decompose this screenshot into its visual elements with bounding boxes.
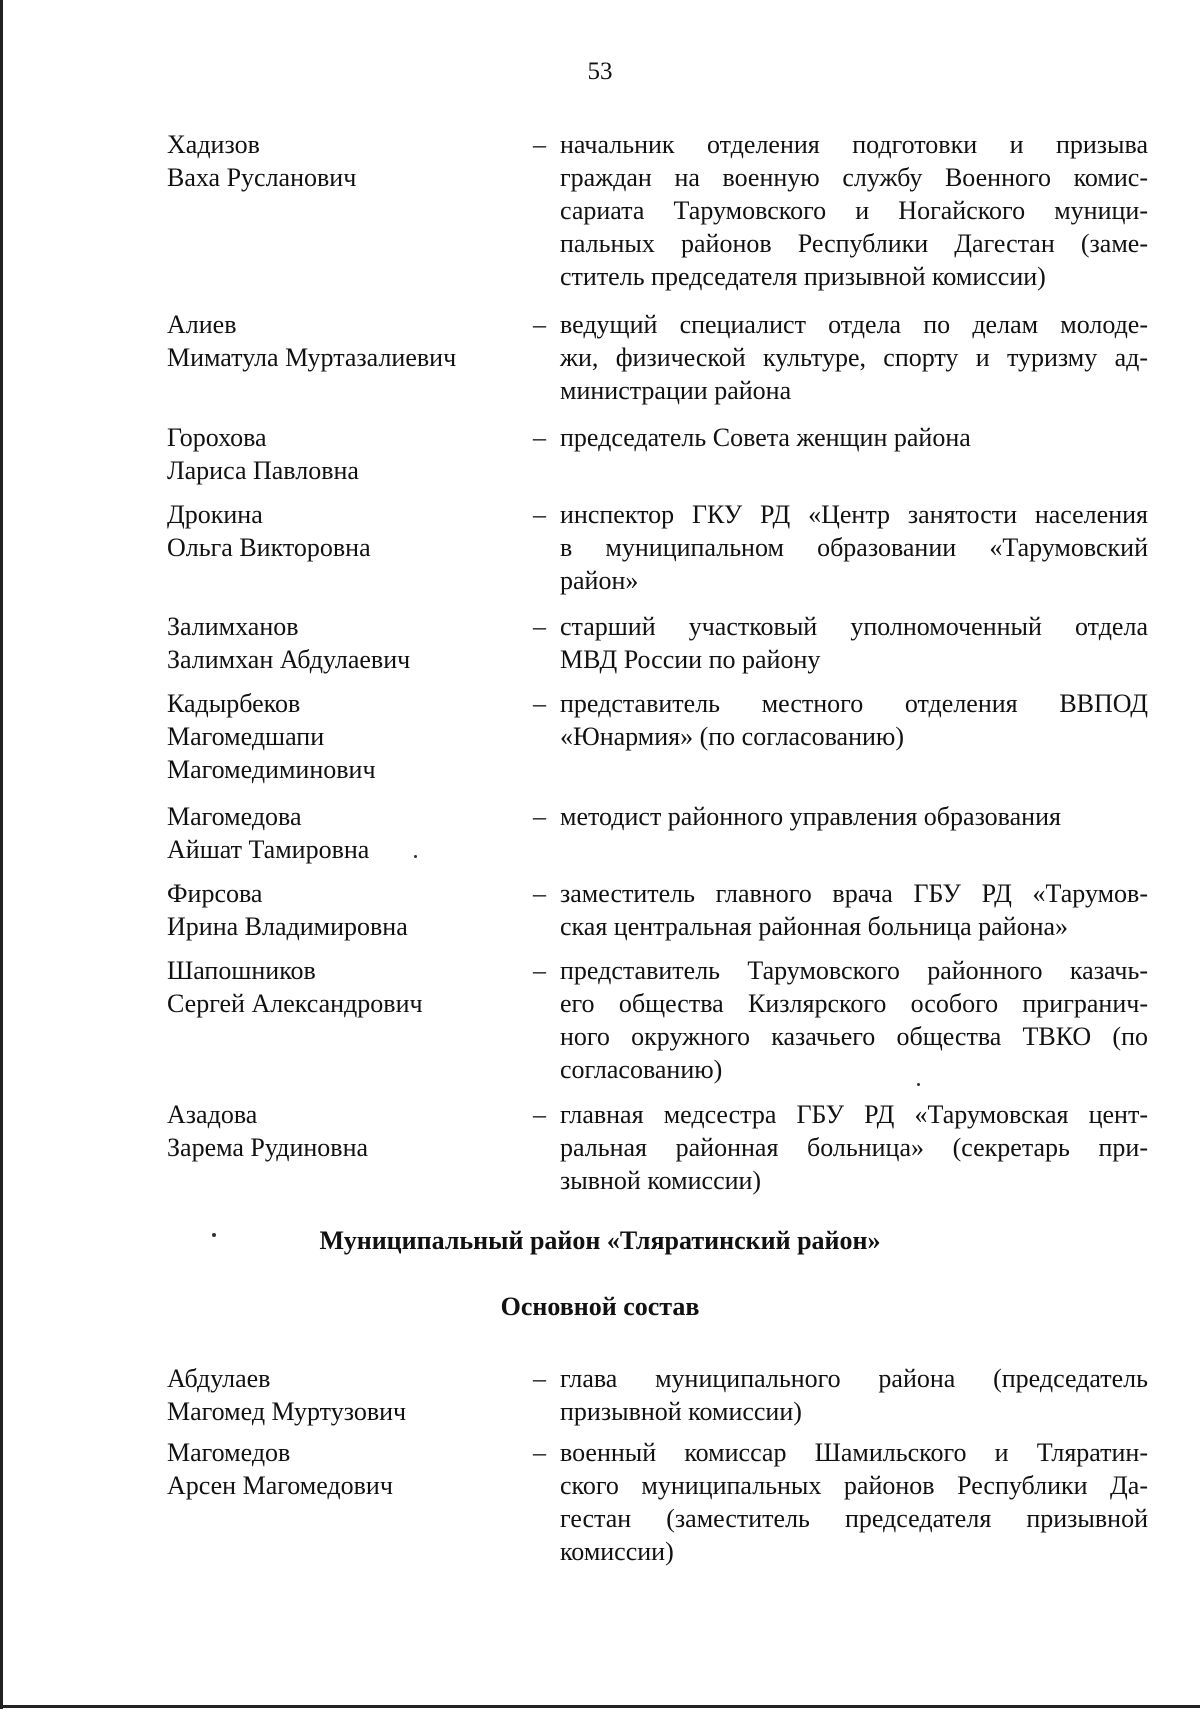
member-role-line: МВД России по району [560, 645, 821, 674]
member-role [560, 308, 1148, 407]
role-dash: – [533, 1100, 546, 1129]
member-name [167, 498, 527, 564]
member-name-line: Дрокина [167, 500, 263, 529]
member-name-line: Миматула Муртазалиевич [167, 343, 457, 372]
member-name [167, 610, 527, 676]
member-role [560, 800, 1148, 833]
member-name-line: Айшат Тамировна [167, 835, 370, 864]
scan-speck [917, 1083, 920, 1086]
scan-bottom-edge [0, 1705, 1200, 1708]
member-name [167, 421, 527, 487]
scan-speck [414, 855, 417, 858]
member-role-line: сариата Тарумовского и Ногайского муници- [560, 196, 1148, 225]
member-role-line: жи, физической культуре, спорту и туризму ад- [560, 343, 1148, 372]
role-dash: – [533, 1364, 546, 1393]
member-role-line: представитель местного отделения ВВПОД [560, 689, 1148, 718]
member-role-line: инспектор ГКУ РД «Центр занятости населения [560, 500, 1148, 529]
member-role [560, 1362, 1148, 1428]
member-role [560, 498, 1148, 597]
member-name [167, 954, 527, 1020]
member-name [167, 308, 527, 374]
member-name-line: Магомедиминович [167, 755, 376, 784]
role-dash: – [533, 802, 546, 831]
role-dash: – [533, 310, 546, 339]
member-name [167, 1098, 527, 1164]
member-role [560, 128, 1148, 293]
member-name [167, 1436, 527, 1502]
member-name-line: Шапошников [167, 956, 316, 985]
member-role [560, 687, 1148, 753]
member-name [167, 800, 527, 866]
member-role-line: ного окружного казачьего общества ТВКО (по [560, 1022, 1148, 1051]
member-name-line: Магомедов [167, 1438, 291, 1467]
member-role-line: военный комиссар Шамильского и Тляратин- [560, 1438, 1148, 1467]
member-name-line: Горохова [167, 423, 267, 452]
member-name-line: Залимханов [167, 612, 299, 641]
member-role-line: заместитель главного врача ГБУ РД «Тарумов- [560, 879, 1148, 908]
member-role-line: район» [560, 566, 639, 595]
member-role-line: глава муниципального района (председатель [560, 1364, 1148, 1393]
member-name-line: Магомед Муртузович [167, 1397, 407, 1426]
role-dash: – [533, 689, 546, 718]
member-role-line: гестан (заместитель председателя призывной [560, 1504, 1148, 1533]
member-role-line: ского муниципальных районов Республики Да- [560, 1471, 1148, 1500]
member-role-line: граждан на военную службу Военного комис- [560, 163, 1148, 192]
member-role-line: методист районного управления образования [560, 802, 1061, 831]
member-role-line: комиссии) [560, 1537, 674, 1566]
section-title: Муниципальный район «Тляратинский район» [319, 1226, 881, 1255]
member-name [167, 687, 527, 786]
role-dash: – [533, 423, 546, 452]
role-dash: – [533, 130, 546, 159]
member-name-line: Залимхан Абдулаевич [167, 645, 411, 674]
member-name-line: Ирина Владимировна [167, 912, 408, 941]
member-name-line: Магомедшапи [167, 722, 325, 751]
role-dash: – [533, 500, 546, 529]
member-name-line: Фирсова [167, 879, 263, 908]
member-name [167, 877, 527, 943]
member-name-line: Азадова [167, 1100, 258, 1129]
member-role [560, 421, 1148, 454]
role-dash: – [533, 612, 546, 641]
member-name-line: Магомедова [167, 802, 302, 831]
member-role-line: представитель Тарумовского районного казачь- [560, 956, 1148, 985]
member-role-line: ральная районная больница» (секретарь при- [560, 1133, 1148, 1162]
member-role-line: «Юнармия» (по согласованию) [560, 722, 905, 751]
member-role [560, 1436, 1148, 1568]
member-name-line: Лариса Павловна [167, 456, 359, 485]
member-role-line: ская центральная районная больница района» [560, 912, 1069, 941]
member-name [167, 128, 527, 194]
member-name-line: Арсен Магомедович [167, 1471, 393, 1500]
member-role-line: призывной комиссии) [560, 1397, 802, 1426]
member-role-line: старший участковый уполномоченный отдела [560, 612, 1148, 641]
member-name [167, 1362, 527, 1428]
member-role-line: в муниципальном образовании «Тарумовский [560, 533, 1148, 562]
page-number: 53 [587, 58, 613, 85]
member-name-line: Кадырбеков [167, 689, 301, 718]
member-role [560, 877, 1148, 943]
member-role-line: начальник отделения подготовки и призыва [560, 130, 1148, 159]
member-role-line: председатель Совета женщин района [560, 423, 971, 452]
member-role-line: пальных районов Республики Дагестан (заме- [560, 229, 1148, 258]
member-name-line: Абдулаев [167, 1364, 271, 1393]
member-role [560, 610, 1148, 676]
member-name-line: Ольга Викторовна [167, 533, 371, 562]
member-role [560, 954, 1148, 1086]
member-name-line: Алиев [167, 310, 237, 339]
scan-speck [212, 1233, 216, 1237]
role-dash: – [533, 1438, 546, 1467]
scan-left-edge [0, 0, 3, 1709]
member-role-line: зывной комиссии) [560, 1166, 762, 1195]
subsection-title: Основной состав [500, 1292, 700, 1321]
member-name-line: Зарема Рудиновна [167, 1133, 369, 1162]
member-name-line: Хадизов [167, 130, 260, 159]
member-name-line: Сергей Александрович [167, 989, 423, 1018]
member-role [560, 1098, 1148, 1197]
role-dash: – [533, 879, 546, 908]
member-role-line: его общества Кизлярского особого пригранич- [560, 989, 1148, 1018]
member-role-line: согласованию) [560, 1055, 723, 1084]
member-role-line: министрации района [560, 376, 792, 405]
member-role-line: ведущий специалист отдела по делам молоде- [560, 310, 1148, 339]
role-dash: – [533, 956, 546, 985]
member-role-line: ститель председателя призывной комиссии) [560, 262, 1046, 291]
member-role-line: главная медсестра ГБУ РД «Тарумовская цент- [560, 1100, 1148, 1129]
member-name-line: Ваха Русланович [167, 163, 357, 192]
